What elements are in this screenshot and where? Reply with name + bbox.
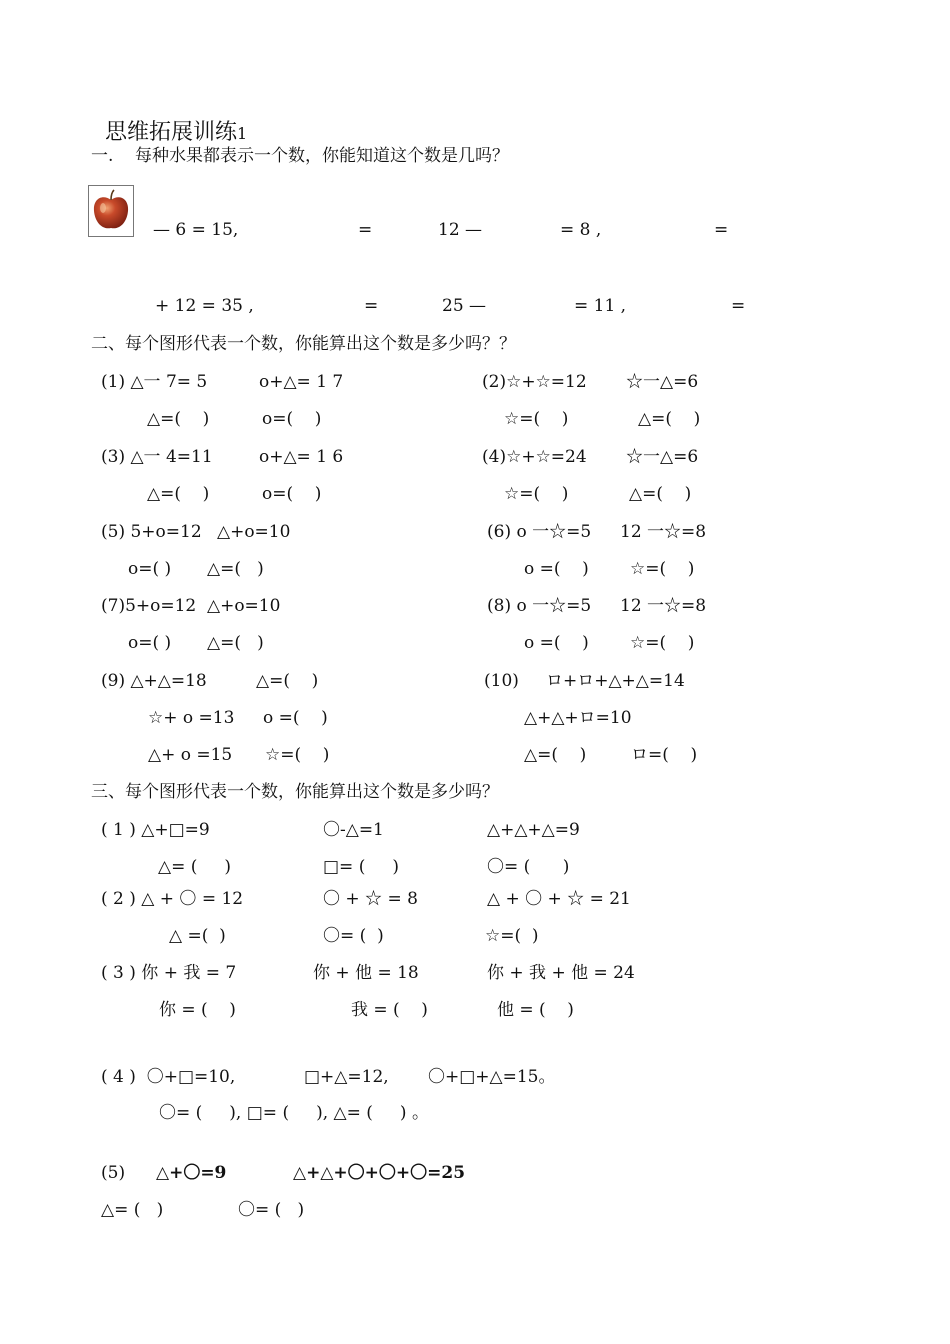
s3-item: 你 + 我 + 他 = 24 (487, 963, 635, 983)
s2-answer: o=( ) (262, 409, 322, 429)
s3-item: ( 3 ) 你 + 我 = 7 (101, 963, 237, 983)
s3-item: △+△+〇+〇+〇=25 (293, 1163, 466, 1183)
s3-answer: 〇= ( ) (487, 857, 570, 877)
s2-item: o+△= 1 7 (259, 372, 344, 392)
s2-item: (7)5+o=12 (101, 596, 197, 616)
s2-answer: △=( ) (629, 484, 692, 504)
s3-item: △ + 〇 + ☆ = 21 (487, 889, 631, 909)
s2-item: △+o=10 (217, 522, 291, 542)
s1-row2-b: = (364, 296, 379, 316)
s2-item: (6) o 一☆=5 (487, 522, 592, 542)
s3-item: △+△+△=9 (487, 820, 580, 840)
s1-row2-d: = 11 , (574, 296, 627, 316)
s3-answer: △= ( ) (158, 857, 232, 877)
s1-row1-e: = (714, 220, 729, 240)
page-title (91, 100, 247, 144)
s1-row2-c: 25 — (442, 296, 487, 316)
s2-answer: ☆=( ) (630, 633, 695, 653)
s1-row1-b: = (358, 220, 373, 240)
s2-answer: ☆=( ) (630, 559, 695, 579)
s2-answer: △=( ) (147, 484, 210, 504)
s2-item: (10) (484, 671, 519, 691)
apple-icon (88, 185, 134, 237)
s3-item: 〇-△=1 (323, 820, 384, 840)
s3-item: 〇 + ☆ = 8 (323, 889, 418, 909)
s2-answer: o=( ) (262, 484, 322, 504)
s2-answer: △=( ) (638, 409, 701, 429)
s2-answer: △=( ) (524, 745, 587, 765)
s2-answer: o =( ) (524, 633, 589, 653)
s3-answer: △= ( ) (101, 1200, 164, 1220)
s2-answer: △=( ) (207, 633, 264, 653)
s2-answer: ロ=( ) (631, 745, 698, 765)
s3-item: 〇+□+△=15。 (428, 1067, 556, 1087)
s2-item: △+△+ロ=10 (524, 708, 632, 728)
s3-answer: 我 = ( ) (351, 1000, 428, 1020)
section3-heading: 三、每个图形代表一个数，你能算出这个数是多少吗？ (91, 782, 499, 802)
s2-item: (9) △+△=18 (101, 671, 207, 691)
s3-item: (5) (101, 1163, 126, 1183)
s1-row2-e: = (731, 296, 746, 316)
s2-item: (4)☆+☆=24 (482, 447, 587, 467)
s2-answer: o=( ) (128, 559, 172, 579)
s3-answer: ☆=( ) (485, 926, 539, 946)
s2-answer: o=( ) (128, 633, 172, 653)
s3-item: □+△=12, (304, 1067, 389, 1087)
section1-heading: 一. 每种水果都表示一个数，你能知道这个数是几吗？ (91, 146, 510, 166)
s2-answer: △=( ) (147, 409, 210, 429)
s1-row1-d: = 8 , (560, 220, 602, 240)
s3-item: ( 2 ) △ + 〇 = 12 (101, 889, 244, 909)
s3-answer: △ =( ) (169, 926, 226, 946)
s2-item: (5) 5+o=12 (101, 522, 202, 542)
s2-answer: ☆=( ) (504, 409, 569, 429)
title-number: 1 (237, 124, 248, 143)
s3-item: 你 + 他 = 18 (313, 963, 419, 983)
s2-answer: ☆=( ) (504, 484, 569, 504)
s3-answer: □= ( ) (323, 857, 399, 877)
s2-item: (1) △一 7= 5 (101, 372, 208, 392)
s2-item: 12 一☆=8 (620, 522, 707, 542)
s2-item: ☆一△=6 (626, 447, 699, 467)
s1-row1-c: 12 — (438, 220, 483, 240)
s2-item: (8) o 一☆=5 (487, 596, 592, 616)
s2-answer: △=( ) (207, 559, 264, 579)
s2-answer: o =( ) (524, 559, 589, 579)
s2-item: o+△= 1 6 (259, 447, 344, 467)
s2-item: ☆+ o =13 (148, 708, 235, 728)
s3-answer: 你 = ( ) (159, 1000, 236, 1020)
s3-answer: 他 = ( ) (497, 1000, 574, 1020)
s2-item: ☆一△=6 (626, 372, 699, 392)
s3-item: ( 4 ) 〇+□=10, (101, 1067, 236, 1087)
s1-row2-a: + 12 = 35 , (155, 296, 254, 316)
s3-answer: 〇= ( ), □= ( ), △= ( ) 。 (159, 1103, 429, 1123)
s2-answer: △=( ) (256, 671, 319, 691)
section2-heading: 二、每个图形代表一个数，你能算出这个数是多少吗？？ (91, 334, 516, 354)
s3-answer: 〇= ( ) (323, 926, 384, 946)
s2-item: (3) △一 4=11 (101, 447, 213, 467)
s1-row1-a: — 6 = 15, (153, 220, 239, 240)
s2-item: △+o=10 (207, 596, 281, 616)
s2-answer: ☆=( ) (265, 745, 330, 765)
s3-answer: 〇= ( ) (238, 1200, 305, 1220)
s2-item: 12 一☆=8 (620, 596, 707, 616)
s2-item: ロ+ロ+△+△=14 (546, 671, 685, 691)
s3-item: △+〇=9 (156, 1163, 227, 1183)
s2-item: △+ o =15 (148, 745, 233, 765)
s3-item: ( 1 ) △+□=9 (101, 820, 210, 840)
title-text: 思维拓展训练 (105, 120, 238, 145)
s2-item: (2)☆+☆=12 (482, 372, 587, 392)
s2-answer: o =( ) (263, 708, 328, 728)
